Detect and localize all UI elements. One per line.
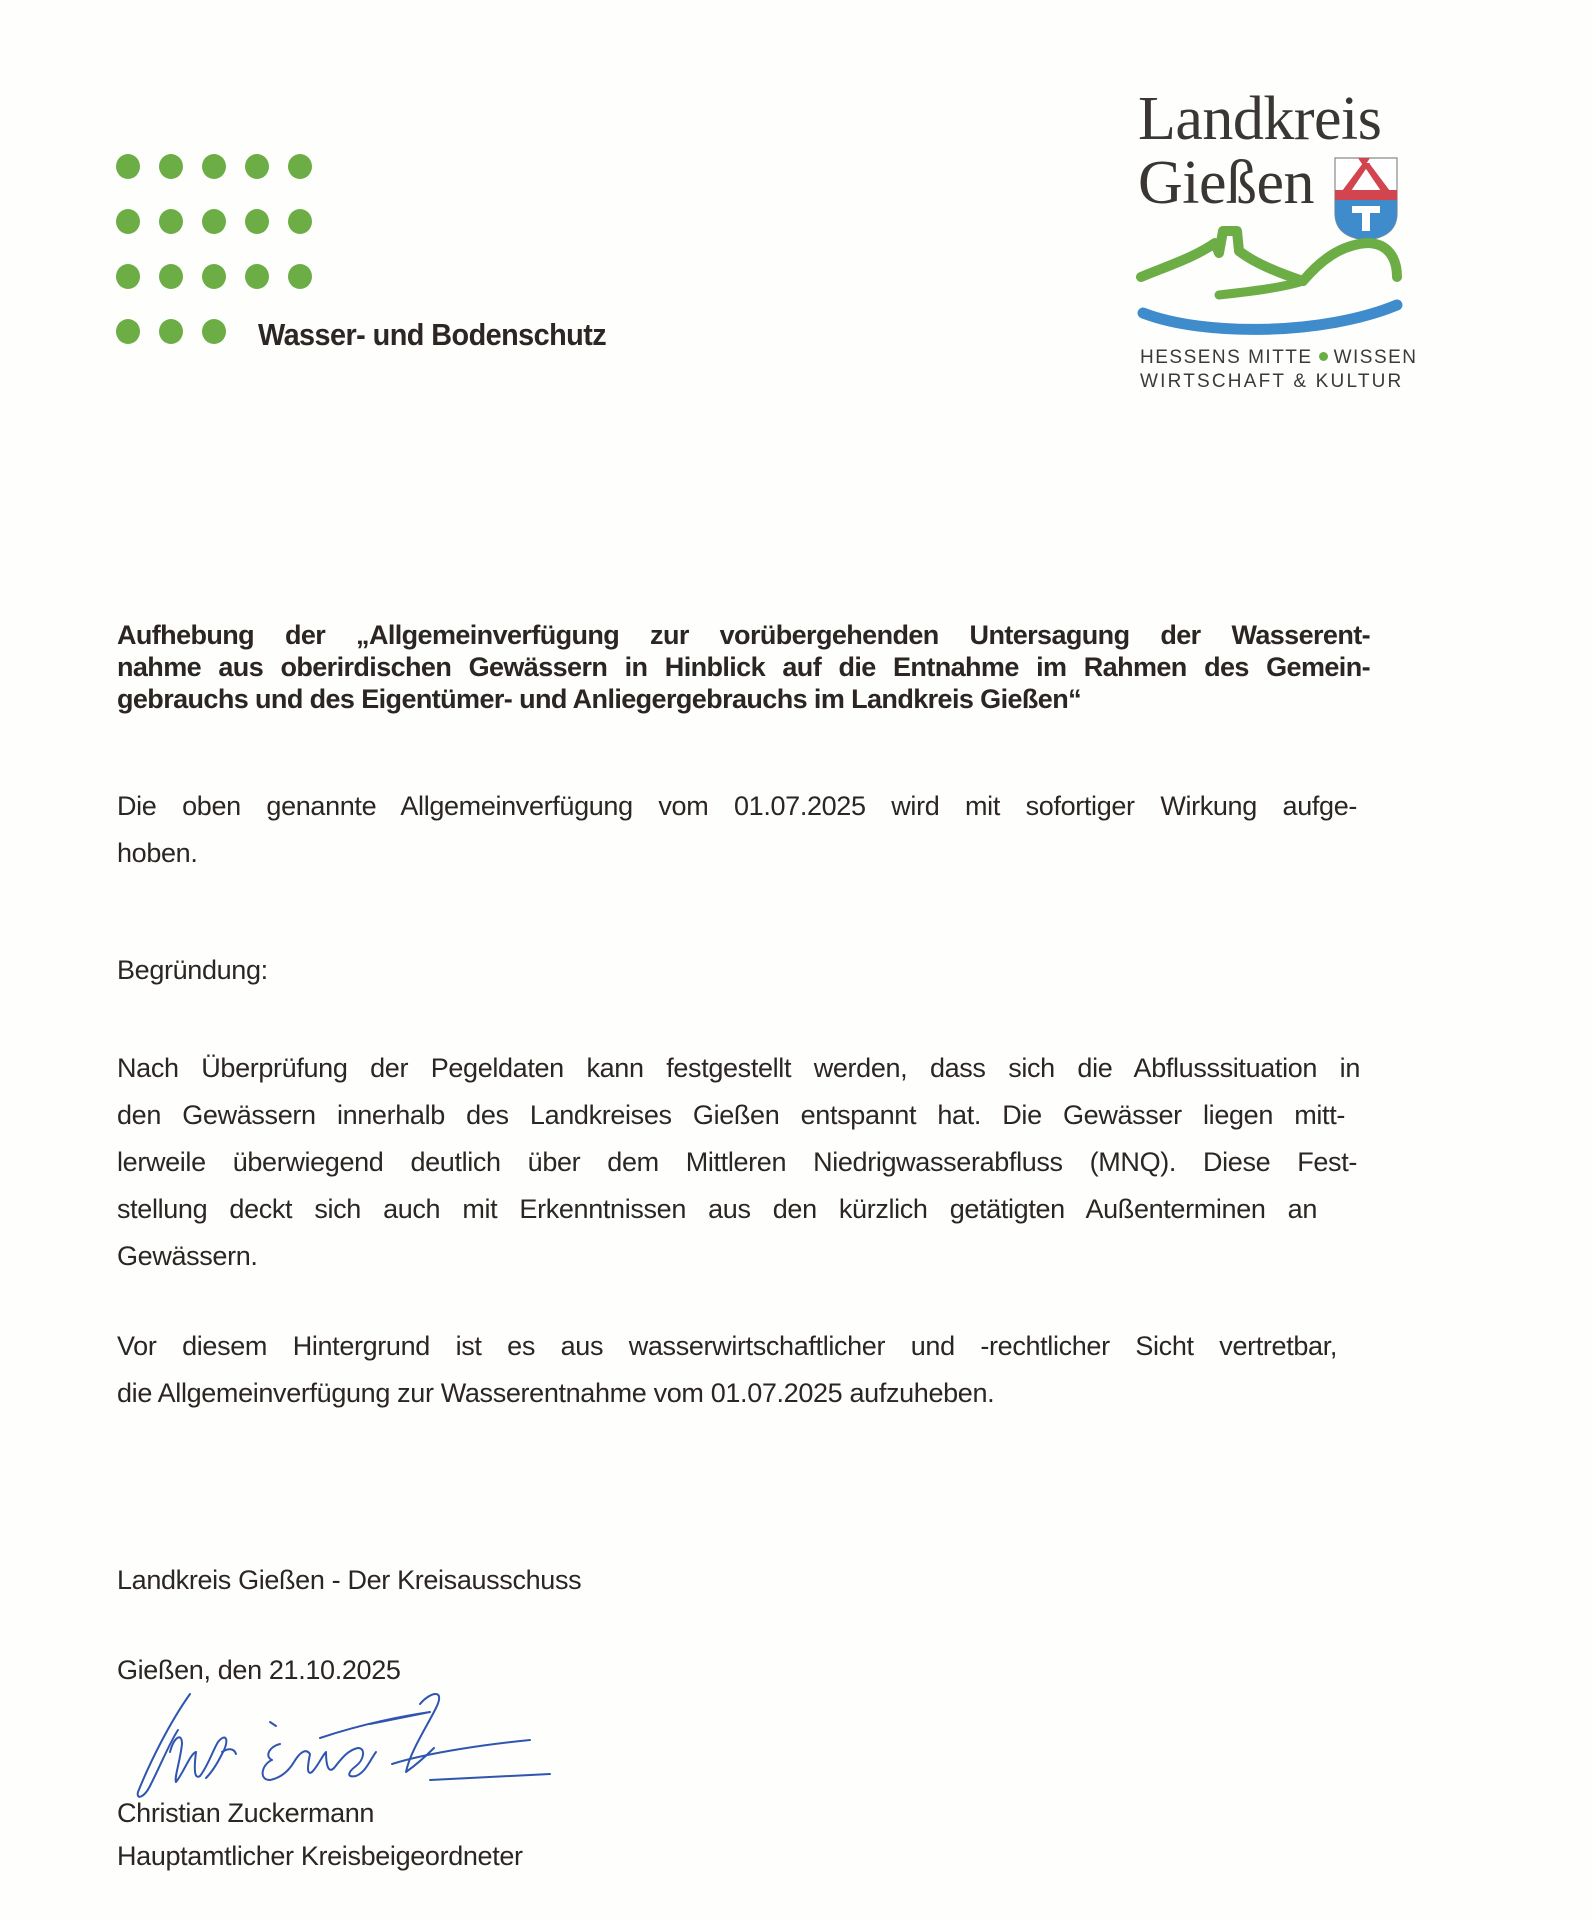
logo-dot <box>202 319 226 344</box>
logo-tagline-line2: WIRTSCHAFT & KULTUR <box>1140 371 1404 392</box>
logo-dot <box>202 264 226 289</box>
reasoning-line: die Allgemeinverfügung zur Wasserentnahme vom 01.07.2025 aufzuheben. <box>117 1378 995 1408</box>
reasoning-line: lerweile überwiegend deutlich über dem Mittleren Niedrigwasserabfluss (MNQ). Diese Fest- <box>117 1147 1357 1177</box>
logo-dot <box>116 264 140 289</box>
logo-dot <box>159 209 183 234</box>
signatory-title: Hauptamtlicher Kreisbeigeordneter <box>117 1841 523 1871</box>
reasoning-line: Nach Überprüfung der Pegeldaten kann festgestellt werden, dass sich die Abflusssituation in <box>117 1053 1360 1083</box>
logo-dot <box>245 154 269 179</box>
logo-dot <box>159 264 183 289</box>
logo-dot <box>245 209 269 234</box>
handwritten-signature <box>130 1682 570 1812</box>
logo-dot <box>288 154 312 179</box>
logo-dot <box>245 264 269 289</box>
decision-line: hoben. <box>117 838 198 868</box>
hills-river-emblem-icon <box>1135 225 1405 340</box>
reasoning-line: Gewässern. <box>117 1241 258 1271</box>
place-and-date: Gießen, den 21.10.2025 <box>117 1655 401 1685</box>
signatory-name: Christian Zuckermann <box>117 1798 375 1828</box>
logo-dot <box>202 209 226 234</box>
logo-dot <box>116 154 140 179</box>
reasoning-line: Vor diesem Hintergrund ist es aus wasserwirtschaftlicher und -rechtlicher Sicht vertretbar, <box>117 1331 1337 1361</box>
subject-line: gebrauchs und des Eigentümer- und Anliegergebrauchs im Landkreis Gießen“ <box>117 684 1082 714</box>
logo-dot <box>202 154 226 179</box>
logo-dot <box>159 154 183 179</box>
issuing-authority: Landkreis Gießen - Der Kreisausschuss <box>117 1565 582 1595</box>
tagline-dot-icon <box>1319 352 1328 361</box>
department-name: Wasser- und Bodenschutz <box>258 317 607 352</box>
logo-dot <box>116 209 140 234</box>
logo-dot <box>288 209 312 234</box>
reasoning-heading: Begründung: <box>117 955 268 985</box>
reasoning-line: den Gewässern innerhalb des Landkreises Gießen entspannt hat. Die Gewässer liegen mitt- <box>117 1100 1345 1130</box>
logo-dot <box>159 319 183 344</box>
decision-line: Die oben genannte Allgemeinverfügung vom 01.07.2025 wird mit sofortiger Wirkung aufge- <box>117 791 1357 821</box>
logo-dot <box>288 264 312 289</box>
reasoning-line: stellung deckt sich auch mit Erkenntnissen aus den kürzlich getätigten Außenterminen an <box>117 1194 1317 1224</box>
logo-title-line1: Landkreis <box>1138 85 1382 153</box>
logo-title-line2: Gießen <box>1138 149 1315 217</box>
logo-tagline-line1 <box>1140 348 1418 367</box>
tagline-right: WISSEN <box>1333 347 1418 368</box>
subject-line: Aufhebung der „Allgemeinverfügung zur vorübergehenden Untersagung der Wasserent- <box>117 620 1370 650</box>
logo-dot <box>116 319 140 344</box>
tagline-left: HESSENS MITTE <box>1140 347 1313 368</box>
subject-line: nahme aus oberirdischen Gewässern in Hinblick auf die Entnahme im Rahmen des Gemein- <box>117 652 1370 682</box>
